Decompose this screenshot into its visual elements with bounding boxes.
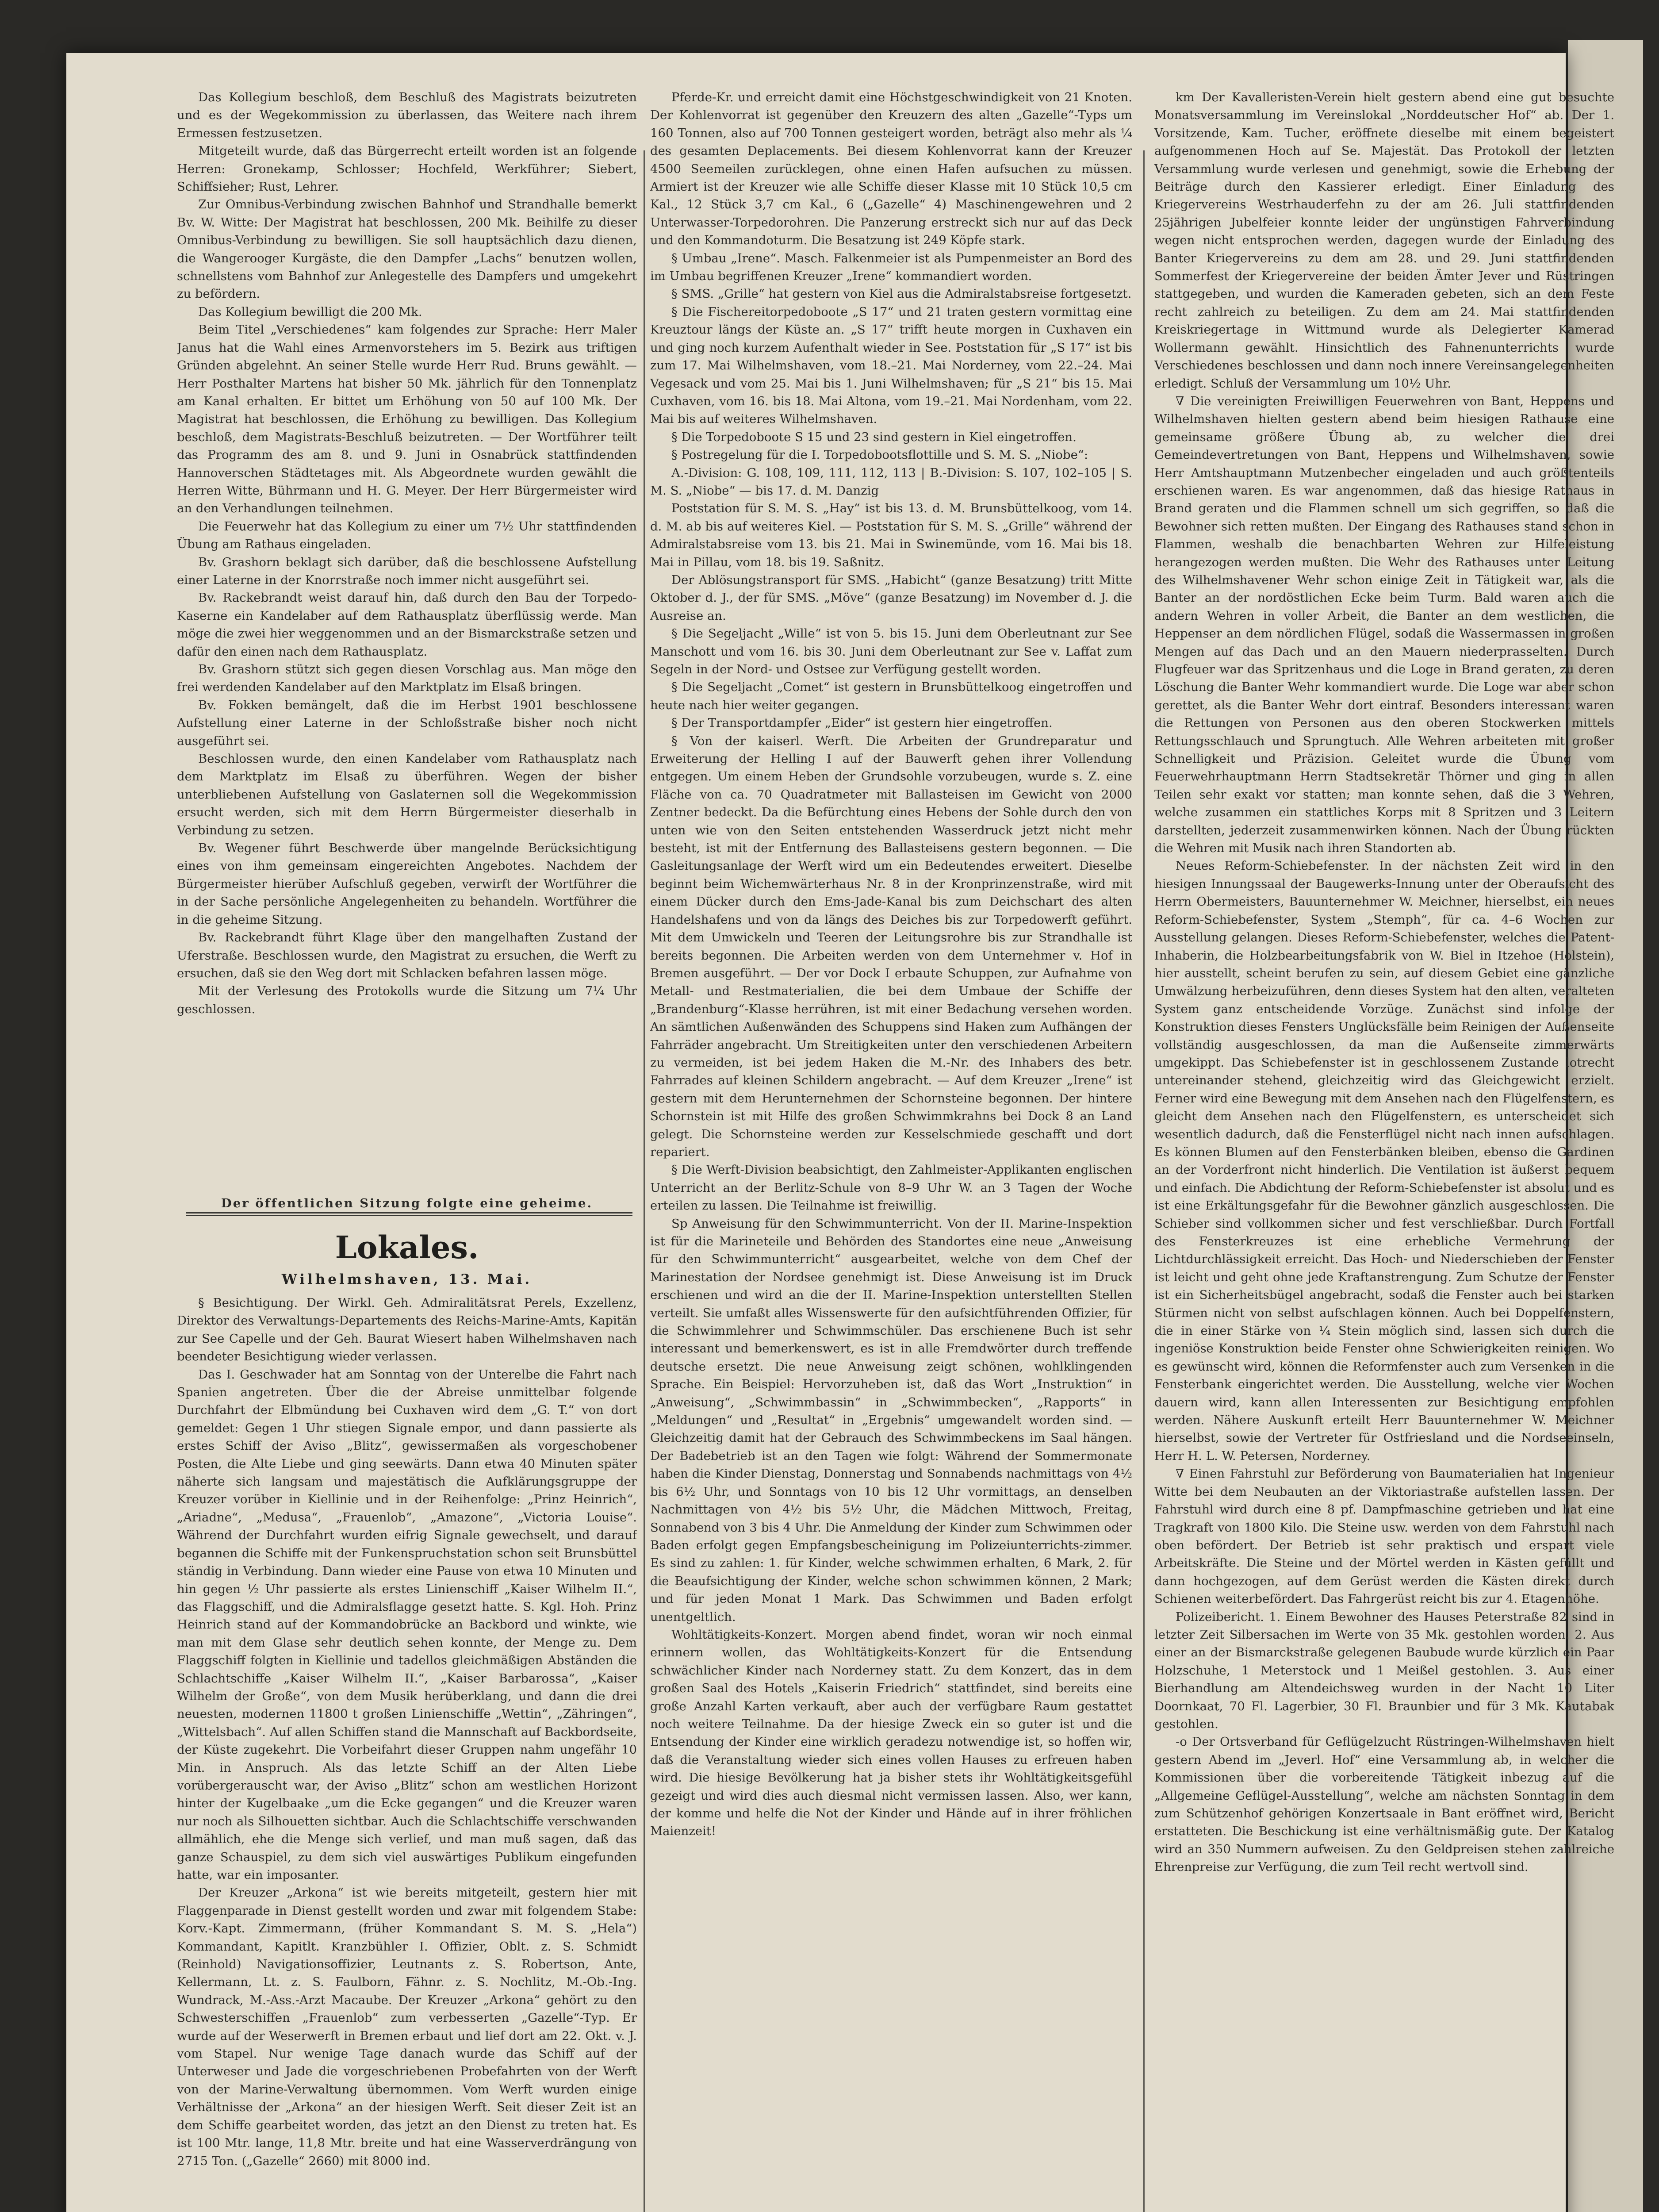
article-paragraph: A.-Division: G. 108, 109, 111, 112, 113 | B.-Division: S. 107, 102–105 | S. M. S. „Niobe“ — bis 17. d. M. Danzig <box>650 465 1132 498</box>
column-middle-text <box>650 88 1132 1840</box>
article-paragraph: § SMS. „Grille“ hat gestern von Kiel aus die Admiralstabsreise fortgesetzt. <box>671 287 1132 301</box>
article-paragraph: Das Kollegium bewilligt die 200 Mk. <box>198 304 422 319</box>
article-paragraph: Bv. Grashorn beklagt sich darüber, daß die beschlossene Aufstellung einer Laterne in der Knorrstraße noch immer nicht ausgeführt sei. <box>177 555 637 587</box>
article-paragraph: Zur Omnibus-Verbindung zwischen Bahnhof und Strandhalle bemerkt Bv. W. Witte: Der Magistrat hat beschlossen, 200 Mk. Beihilfe zu dieser Omnibus-Verbindung zu bewilligen. Sie soll hauptsächlich dazu dienen, die Wangerooger Kurgäste, die den Dampfer „Lachs“ benutzen wollen, schnellstens vom Bahnhof zur Anlegestelle des Dampfers und umgekehrt zu befördern. <box>177 197 637 301</box>
article-paragraph: Beim Titel „Verschiedenes“ kam folgendes zur Sprache: Herr Maler Janus hat die Wahl eines Armenvorstehers im 5. Bezirk aus triftigen Gründen abgelehnt. An seiner Stelle wurde Herr Rud. Bruns gewählt. — Herr Posthalter Martens hat bisher 50 Mk. jährlich für den Tonnenplatz am Kanal erhalten. Er bittet um Erhöhung von 50 auf 100 Mk. Der Magistrat hat beschlossen, die Erhöhung zu bewilligen. Das Kollegium beschloß, dem Magistrats-Beschluß beizutreten. — Der Wortführer teilt das Programm des am 8. und 9. Juni in Osnabrück stattfindenden Hannoverschen Städtetages mit. Als Abgeordnete wurden gewählt die Herren Witte, Bührmann und H. G. Meyer. Der Herr Bürgermeister wird an den Verhandlungen teilnehmen. <box>177 323 637 516</box>
section-rule-double <box>186 1215 632 1216</box>
article-paragraph: § Die Werft-Division beabsichtigt, den Zahlmeister-Applikanten englischen Unterricht an der Berlitz-Schule von 8–9 Uhr W. an 3 Tagen der Woche erteilen zu lassen. Die Teilnahme ist freiwillig. <box>650 1163 1132 1213</box>
article-paragraph: Mitgeteilt wurde, daß das Bürgerrecht erteilt worden ist an folgende Herren: Gronekamp, Schlosser; Hochfeld, Werkführer; Siebert, Schiffsieher; Rust, Lehrer. <box>177 144 637 194</box>
article-paragraph: Poststation für S. M. S. „Hay“ ist bis 13. d. M. Brunsbüttelkoog, vom 14. d. M. ab bis auf weiteres Kiel. — Poststation für S. M. S. „Grille“ während der Admiralstabsreise vom 13. bis 21. Mai in Swinemünde, vom 16. Mai bis 18. Mai in Pillau, vom 18. bis 19. Saßnitz. <box>650 501 1132 569</box>
article-paragraph: § Postregelung für die I. Torpedobootsflottille und S. M. S. „Niobe“: <box>671 448 1088 462</box>
article-paragraph: Bv. Fokken bemängelt, daß die im Herbst 1901 beschlossene Aufstellung einer Laterne in der Schloßstraße bisher noch nicht ausgeführt sei. <box>177 698 637 748</box>
article-paragraph: § Die Segeljacht „Comet“ ist gestern in Brunsbüttelkoog eingetroffen und heute nach hier weiter gegangen. <box>650 680 1132 712</box>
column-right <box>1154 88 1614 2212</box>
article-paragraph: Bv. Wegener führt Beschwerde über mangelnde Berücksichtigung eines von ihm gemeinsam eingereichten Angebotes. Nachdem der Bürgermeister hierüber Aufschluß gegeben, verwirft der Wortführer die in der Sache persönliche Angelegenheiten zu behandeln. Wortführer die in die geheime Sitzung. <box>177 841 637 927</box>
column-right-text-top <box>1154 88 1614 1876</box>
article-paragraph: -o Der Ortsverband für Geflügelzucht Rüstringen-Wilhelmshaven hielt gestern Abend im „Jeverl. Hof“ eine Versammlung ab, in welcher die Kommissionen über die vorbereitende Tätigkeit inbezug auf die „Allgemeine Geflügel-Ausstellung“, welche am nächsten Sonntag in dem zum Schützenhof gehörigen Konzertsaale in Bant eröffnet wird, Bericht erstatteten. Die Beschickung ist eine verhältnismäßig gute. Der Katalog wird an 350 Nummern aufweisen. Zu den Geldpreisen stehen zahlreiche Ehrenpreise zur Verfügung, die zum Teil recht wertvoll sind. <box>1154 1735 1614 1874</box>
article-paragraph: Das I. Geschwader hat am Sonntag von der Unterelbe die Fahrt nach Spanien angetreten. Über die der Abreise unmittelbar folgende Durchfahrt der Elbmündung bei Cuxhaven wird dem „G. T.“ von dort gemeldet: Gegen 1 Uhr stiegen Signale empor, und dann passierte als erstes Schiff der Aviso „Blitz“, gewissermaßen als vorgeschobener Posten, die Alte Liebe und ging seewärts. Dann etwa 40 Minuten später näherte sich langsam und majestätisch die Aufklärungsgruppe der Kreuzer vorüber in Kiellinie und in der Reihenfolge: „Prinz Heinrich“, „Ariadne“, „Medusa“, „Frauenlob“, „Amazone“, „Victoria Louise“. Während der Durchfahrt wurden eifrig Signale gewechselt, und darauf begannen die Schiffe mit der Funkenspruchstation schon seit Brunsbüttel ständig in Verbindung. Dann wieder eine Pause von etwa 10 Minuten und hin gegen ½ Uhr passierte als erstes Linienschiff „Kaiser Wilhelm II.“, das Flaggschiff, und die Admiralsflagge gesetzt hatte. S. Kgl. Hoh. Prinz Heinrich stand auf der Kommandobrücke an Backbord und winkte, wie man mit dem Glase sehr deutlich sehen konnte, der Menge zu. Dem Flaggschiff folgten in Kiellinie und tadellos gleichmäßigen Abständen die Schlachtschiffe „Kaiser Wilhelm II.“, „Kaiser Barbarossa“, „Kaiser Wilhelm der Große“, von dem Musik herüberklang, und dann die drei neuesten, modernen 11800 t großen Linienschiffe „Wettin“, „Zähringen“, „Wittelsbach“. Auf allen Schiffen stand die Mannschaft auf Backbordseite, der Küste zugekehrt. Die Vorbeifahrt dieser Gruppen nahm ungefähr 10 Min. in Anspruch. Als das letzte Schiff an der Alten Liebe vorübergerauscht war, der Aviso „Blitz“ schon am westlichen Horizont hinter der Kugelbaake „um die Ecke gegangen“ und die Kreuzer waren nur noch als Silhouetten sichtbar. Auch die Schlachtschiffe verschwanden allmählich, ehe die Menge sich verlief, und man muß sagen, daß das ganze Schauspiel, zu dem sich viel auswärtiges Publikum eingefunden hatte, war ein imposanter. <box>177 1367 637 1882</box>
article-paragraph: km Der Kavalleristen-Verein hielt gestern abend eine gut besuchte Monatsversammlung im Vereinslokal „Norddeutscher Hof“ ab. Der 1. Vorsitzende, Kam. Tucher, eröffnete dieselbe mit einem begeistert aufgenommenen Hoch auf Se. Majestät. Das Protokoll der letzten Versammlung wurde verlesen und genehmigt, sowie die Erhebung der Beiträge durch den Kassierer erledigt. Einer Einladung des Kriegervereins Westrhauderfehn zu der am 26. Juli stattfindenden 25jährigen Jubelfeier konnte leider der ungünstigen Fahrverbindung wegen nicht entsprochen werden, dagegen wurde der Einladung des Banter Kriegervereins zu dem am 28. und 29. Juni stattfindenden Sommerfest der Kriegervereine der beiden Ämter Jever und Rüstringen stattgegeben, und wurden die Kameraden gebeten, sich an dem Feste recht zahlreich zu beteiligen. Zu dem am 24. Mai stattfindenden Kreiskriegertage in Wittmund wurde als Delegierter Kamerad Wollermann gewählt. Hinsichtlich des Fahnenunterrichts wurde Verschiedenes beschlossen und dann noch innere Vereinsangelegenheiten erledigt. Schluß der Versammlung um 10½ Uhr. <box>1154 90 1614 391</box>
article-paragraph: Der Kreuzer „Arkona“ ist wie bereits mitgeteilt, gestern hier mit Flaggenparade in Dienst gestellt worden und zwar mit folgendem Stabe: Korv.-Kapt. Zimmermann, (früher Kommandant S. M. S. „Hela“) Kommandant, Kapitlt. Kranzbühler I. Offizier, Oblt. z. S. Schmidt (Reinhold) Navigationsoffizier, Leutnants z. S. Robertson, Ante, Kellermann, Lt. z. S. Faulborn, Fähnr. z. S. Nochlitz, M.-Ob.-Ing. Wundrack, M.-Ass.-Arzt Macaube. Der Kreuzer „Arkona“ gehört zu den Schwesterschiffen „Frauenlob“ zum verbesserten „Gazelle“-Typ. Er wurde auf der Weserwerft in Bremen erbaut und lief dort am 22. Okt. v. J. vom Stapel. Nur wenige Tage danach wurde das Schiff auf der Unterweser und Jade die vorgeschriebenen Probefahrten von der Werft von der Marine-Verwaltung übernommen. Vom Werft wurden einige Verhältnisse der „Arkona“ an der hiesigen Werft. Seit dieser Zeit ist an dem Schiffe gearbeitet worden, das jetzt an den Dienst zu treten hat. Es ist 100 Mtr. lange, 11,8 Mtr. breite und hat eine Wasserverdrängung von 2715 Ton. („Gazelle“ 2660) mit 8000 ind. <box>177 1886 637 2168</box>
article-paragraph: Der Ablösungstransport für SMS. „Habicht“ (ganze Besatzung) tritt Mitte Oktober d. J., der für SMS. „Möve“ (ganze Besatzung) im November d. J. die Ausreise an. <box>650 572 1132 623</box>
article-paragraph: ∇ Einen Fahrstuhl zur Beförderung von Baumaterialien hat Ingenieur Witte bei dem Neubauten an der Viktoriastraße aufstellen lassen. Der Fahrstuhl wird durch eine 8 pf. Dampfmaschine getrieben und hat eine Tragkraft von 1800 Kilo. Die Steine usw. werden von dem Fahrstuhl nach oben befördert. Der Betrieb ist sehr praktisch und erspart viele Arbeitskräfte. Die Steine und der Mörtel werden in Kästen gefüllt und dann hochgezogen, auf dem Gerüst werden die Kästen direkt durch Schienen weiterbefördert. Das Fahrgerüst reicht bis zur 4. Etagenhöhe. <box>1154 1467 1614 1606</box>
article-paragraph: Pferde-Kr. und erreicht damit eine Höchstgeschwindigkeit von 21 Knoten. Der Kohlenvorrat ist gegenüber den Kreuzern des alten „Gazelle“-Typs um 160 Tonnen, also auf 700 Tonnen gesteigert worden, beträgt also mehr als ¼ des gesamten Deplacements. Bei diesem Kohlenvorrat kann der Kreuzer 4500 Seemeilen zurücklegen, ohne einen Hafen aufsuchen zu müssen. Armiert ist der Kreuzer wie alle Schiffe dieser Klasse mit 10 Stück 10,5 cm Kal., 12 Stück 3,7 cm Kal., 6 („Gazelle“ 4) Maschinengewehren und 2 Unterwasser-Torpedorohren. Die Panzerung erstreckt sich nur auf das Deck und den Kommandoturm. Die Besatzung ist 249 Köpfe stark. <box>650 90 1132 248</box>
article-paragraph: § Von der kaiserl. Werft. Die Arbeiten der Grundreparatur und Erweiterung der Helling I auf der Bauwerft gehen ihrer Vollendung entgegen. Um einem Heben der Grundsohle vorzubeugen, wurde s. Z. eine Fläche von ca. 70 Quadratmeter mit Ballasteisen im Gewicht von 2000 Zentner bedeckt. Da die Befürchtung eines Hebens der Sohle durch den von unten wie von den Seiten entstehenden Wasserdruck jetzt nicht mehr besteht, ist mit der Entfernung des Ballasteisens gestern begonnen. — Die Gasleitungsanlage der Werft wird um ein Bedeutendes erweitert. Dieselbe beginnt beim Wichemwärterhaus Nr. 8 in der Kronprinzenstraße, wird mit einem Dücker durch den Ems-Jade-Kanal bis zum Deichschart des alten Handelshafens und von da längs des Deiches bis zur Torpedowerft geführt. Mit dem Umwickeln und Teeren der Leitungsrohre bis zur Strandhalle ist bereits begonnen. Die Arbeiten werden von dem Unternehmer v. Hof in Bremen ausgeführt. — Der vor Dock I erbaute Schuppen, zur Aufnahme von Metall- und Restmaterialien, die bei dem Umbaue der Schiffe der „Brandenburg“-Klasse herrühren, ist mit einer Bedachung versehen worden. An sämtlichen Außenwänden des Schuppens sind Haken zum Aufhängen der Fahrräder angebracht. Um Streitigkeiten unter den verschiedenen Arbeitern zu vermeiden, ist bei jedem Haken die M.-Nr. des Inhabers des betr. Fahrrades auf kleinen Schildern angebracht. — Auf dem Kreuzer „Irene“ ist gestern mit dem Herunternehmen der Schornsteine begonnen. Der hintere Schornstein ist mit Hilfe des großen Schwimmkrahns bei Dock 8 an Land gelegt. Die Schornsteine werden zur Kesselschmiede geschafft und dort repariert. <box>650 733 1132 1159</box>
article-paragraph: § Der Transportdampfer „Eider“ ist gestern hier eingetroffen. <box>671 716 1053 730</box>
article-paragraph: Neues Reform-Schiebefenster. In der nächsten Zeit wird in den hiesigen Innungssaal der Baugewerks-Innung unter der Oberaufsicht des Herrn Obermeisters, Bauunternehmer W. Meichner, hierselbst, ein neues Reform-Schiebefenster, System „Stemph“, für ca. 4–6 Wochen zur Ausstellung gelangen. Dieses Reform-Schiebefenster, welches die Patent-Inhaberin, die Holzbearbeitungsfabrik von W. Biel in Itzehoe (Holstein), hier ausstellt, scheint berufen zu sein, auf diesem Gebiet eine gänzliche Umwälzung herbeizuführen, denn dieses System hat den alten, veralteten System ganz entscheidende Vorzüge. Zunächst sind infolge der Konstruktion dieses Fensters Unglücksfälle beim Reinigen der Außenseite vollständig ausgeschlossen, da man die Außenseite zimmerwärts umgekippt. Das Schiebefenster ist in geschlossenem Zustande lotrecht untereinander stehend, gleichzeitig wird das Gleichgewicht erzielt. Ferner wird eine Bewegung mit dem Ansehen nach den Flügelfenstern, es gleicht dem Ansehen nach den Flügelfenstern, es unterscheidet sich wesentlich dadurch, daß die Fensterflügel nicht nach innen aufschlagen. Es können Blumen auf den Fensterbänken bleiben, ebenso die Gardinen an der Vorderfront nicht hinderlich. Die Ventilation ist äußerst bequem und einfach. Die Abdichtung der Reform-Schiebefenster ist absolut und es ist eine Erkältungsgefahr für die Bewohner gänzlich ausgeschlossen. Die Schieber sind vollkommen sicher und fest verschließbar. Durch Fortfall des Fensterkreuzes ist eine erhebliche Vermehrung der Lichtdurchlässigkeit erreicht. Das Hoch- und Niederschieben der Fenster ist leicht und geht ohne jede Kraftanstrengung. Zum Schutze der Fenster ist ein Sicherheitsbügel angebracht, sodaß die Fenster auch bei starken Stürmen nicht von selbst aufschlagen können. Auch bei Doppelfenstern, die in einer Stärke von ¼ Stein möglich sind, lassen sich durch die ingeniöse Konstruktion beide Fenster ohne Schwierigkeiten reinigen. Wo es gewünscht wird, können die Reformfenster auch zum Versenken in die Fensterbank eingerichtet werden. Die Ausstellung, welche vier Wochen dauern wird, kann allen Interessenten zur Besichtigung empfohlen werden. Nähere Auskunft erteilt Herr Bauunternehmer W. Meichner hierselbst, sowie der Vertreter für Ostfriesland und die Nordseeinseln, Herr H. L. W. Petersen, Norderney. <box>1154 859 1614 1463</box>
article-paragraph: Sp Anweisung für den Schwimmunterricht. Von der II. Marine-Inspektion ist für die Marineteile und Behörden des Standortes eine neue „Anweisung für den Schwimmunterricht“ ausgearbeitet, welche von dem Chef der Marinestation der Nordsee genehmigt ist. Diese Anweisung ist im Druck erschienen und wird an die der II. Marine-Inspektion unterstellten Stellen verteilt. Sie umfaßt alles Wissenswerte für den aufsichtführenden Offizier, für die Schwimmlehrer und Schwimmschüler. Das erschienene Buch ist sehr interessant und bemerkenswert, es ist in alle Fremdwörter durch treffende deutsche ersetzt. Die neue Anweisung zeigt schönen, wohlklingenden Sprache. Ein Beispiel: Hervorzuheben ist, daß das Wort „Instruktion“ in „Anweisung“, „Schwimmbassin“ in „Schwimmbecken“, „Rapports“ in „Meldungen“ und „Resultat“ in „Ergebnis“ umgewandelt worden sind. — Gleichzeitig damit hat der Gebrauch des Schwimmbeckens im Saal hängen. Der Badebetrieb ist an den Tagen wie folgt: Während der Sommermonate haben die Kinder Dienstag, Donnerstag und Sonnabends nachmittags von 4½ bis 6½ Uhr, und Sonntags von 10 bis 12 Uhr vormittags, an denselben Nachmittagen von 4½ bis 5½ Uhr, die Mädchen Mittwoch, Freitag, Sonnabend von 3 bis 4 Uhr. Die Anmeldung der Kinder zum Schwimmen oder Baden erfolgt gegen Empfangsbescheinigung im Polizeiunterrichts-zimmer. Es sind zu zahlen: 1. für Kinder, welche schwimmen erhalten, 6 Mark, 2. für die Beaufsichtigung der Kinder, welche schon schwimmen können, 2 Mark; und für jeden Monat 1 Mark. Das Schwimmen und Baden erfolgt unentgeltlich. <box>650 1216 1132 1624</box>
article-paragraph: Polizeibericht. 1. Einem Bewohner des Hauses Peterstraße 82 sind in letzter Zeit Silbersachen im Werte von 35 Mk. gestohlen worden. 2. Aus einer an der Bismarckstraße gelegenen Baubude wurde kürzlich ein Paar Holzschuhe, 1 Meterstock und 1 Meißel gestohlen. 3. Aus einer Bierhandlung am Altendeichsweg wurden in der Nacht 10 Liter Doornkaat, 70 Fl. Lagerbier, 30 Fl. Braunbier und für 3 Mk. Kautabak gestohlen. <box>1154 1609 1614 1731</box>
section-title: Lokales. <box>335 1229 479 1266</box>
article-paragraph: § Die Torpedoboote S 15 und 23 sind gestern in Kiel eingetroffen. <box>671 430 1077 444</box>
column-rule-right <box>1143 150 1145 2212</box>
column-left-text-bottom <box>177 1294 637 2170</box>
article-paragraph: Bv. Rackebrandt führt Klage über den mangelhaften Zustand der Uferstraße. Beschlossen wurde, den Magistrat zu ersuchen, die Werft zu ersuchen, daß sie den Weg dort mit Schlacken befahren lassen möge. <box>177 930 637 980</box>
closing-line: Der öffentlichen Sitzung folgte eine geheime. <box>221 1196 593 1210</box>
article-paragraph: Die Feuerwehr hat das Kollegium zu einer um 7½ Uhr stattfindenden Übung am Rathaus eingeladen. <box>177 519 637 552</box>
dateline: Wilhelmshaven, 13. Mai. <box>281 1271 533 1287</box>
article-paragraph: § Besichtigung. Der Wirkl. Geh. Admiralitätsrat Perels, Exzellenz, Direktor des Verwaltungs-Departements des Reichs-Marine-Amts, Kapitän zur See Capelle und der Geh. Baurat Wiesert haben Wilhelmshaven nach beendeter Besichtigung wieder verlassen. <box>177 1296 637 1364</box>
article-paragraph: Mit der Verlesung des Protokolls wurde die Sitzung um 7¼ Uhr geschlossen. <box>177 984 637 1016</box>
column-left-lower <box>177 1294 637 2212</box>
article-paragraph: § Die Segeljacht „Wille“ ist von 5. bis 15. Juni dem Oberleutnant zur See Manschott und vom 16. bis 30. Juni dem Oberleutnant zur See v. Laffat zum Segeln in der Nord- und Ostsee zur Verfügung gestellt worden. <box>650 626 1132 676</box>
article-paragraph: Bv. Rackebrandt weist darauf hin, daß durch den Bau der Torpedo-Kaserne ein Kandelaber auf dem Rathausplatz überflüssig werde. Man möge die zwei hier weggenommen und an der Bismarckstraße setzen und dafür den einen nach dem Rathausplatz. <box>177 591 637 659</box>
article-paragraph: § Die Fischereitorpedoboote „S 17“ und 21 traten gestern vormittag eine Kreuztour längs der Küste an. „S 17“ trifft heute morgen in Cuxhaven ein und ging noch kurzem Aufenthalt wieder in See. Poststation für „S 17“ ist bis zum 17. Mai Wilhelmshaven, vom 18.–21. Mai Norderney, vom 22.–24. Mai Vegesack und vom 25. Mai bis 1. Juni Wilhelmshaven; für „S 21“ bis 15. Mai Cuxhaven, vom 16. bis 18. Mai Altona, vom 19.–21. Mai Nordenham, vom 22. Mai bis auf weiteres Wilhelmshaven. <box>650 304 1132 426</box>
column-middle <box>650 88 1132 2212</box>
section-rule <box>186 1212 632 1214</box>
column-left <box>177 88 637 1283</box>
article-paragraph: Das Kollegium beschloß, dem Beschluß des Magistrats beizutreten und es der Wegekommission zu überlassen, das Weitere nach ihrem Ermessen festzusetzen. <box>177 90 637 140</box>
column-left-text-top <box>177 88 637 1018</box>
article-paragraph: Beschlossen wurde, den einen Kandelaber vom Rathausplatz nach dem Marktplatz im Elsaß zu überführen. Wegen der bisher unterbliebenen Aufstellung von Gaslaternen soll die Wegekommission ersucht werden, sich mit dem Herrn Bürgermeister dieserhalb in Verbindung zu setzen. <box>177 752 637 837</box>
column-rule-left <box>644 150 645 2212</box>
article-paragraph: Wohltätigkeits-Konzert. Morgen abend findet, woran wir noch einmal erinnern wollen, das Wohltätigkeits-Konzert für die Entsendung schwächlicher Kinder nach Norderney statt. Zu dem Konzert, das in dem großen Saal des Hotels „Kaiserin Friedrich“ stattfindet, sind bereits eine große Anzahl Karten verkauft, aber auch der verfügbare Raum gestattet noch weitere Teilnahme. Da der hiesige Zweck ein so guter ist und die Entsendung der Kinder eine wirklich geradezu notwendige ist, so hoffen wir, daß die Veranstaltung wieder sich eines vollen Hauses zu erfreuen haben wird. Die hiesige Bevölkerung hat ja bisher stets ihr Wohltätigkeitsgefühl gezeigt und wird dies auch diesmal nicht vermissen lassen. Also, wer kann, der komme und helfe die Not der Kinder und Hände auf in ihrer fröhlichen Maienzeit! <box>650 1627 1132 1839</box>
article-paragraph: ∇ Die vereinigten Freiwilligen Feuerwehren von Bant, Heppens und Wilhelmshaven hielten gestern abend beim hiesigen Rathause eine gemeinsame größere Übung ab, zu welcher die drei Gemeindevertretungen von Bant, Heppens und Wilhelmshaven, sowie Herr Amtshauptmann Mutzenbecher eingeladen und auch größtenteils erschienen waren. Es war angenommen, daß das hiesige Rathaus in Brand geraten und die Flammen schnell um sich gegriffen, so daß die Bewohner sich retten mußten. Der Eingang des Rathauses stand schon in Flammen, weshalb die benachbarten Wehren zur Hilfeleistung herangezogen werden mußten. Die Wehr des Rathauses unter Leitung des Wilhelmshavener Wehr schon einige Zeit in Tätigkeit war, als die Banter an der nordöstlichen Ecke beim Turm. Bald waren auch die andern Wehren in voller Arbeit, die Banter an dem westlichen, die Heppenser an dem nördlichen Flügel, sodaß die Wassermassen in großen Mengen auf das Dach und an den Mauern niederprasselten. Durch Flugfeuer war das Spritzenhaus und die Loge in Brand geraten, zu deren Löschung die Banter Wehr kommandiert wurde. Die Loge war aber schon gerettet, als die Banter Wehr dort eintraf. Besonders interessant waren die Rettungen von Personen aus den oberen Stockwerken mittels Rettungsschlauch und Sprungtuch. Alle Wehren arbeiteten mit großer Schnelligkeit und Präzision. Geleitet wurde die Übung vom Feuerwehrhauptmann Herrn Stadtsekretär Thörner und ging in allen Teilen sehr exakt vor statten; man konnte sehen, daß die 3 Wehren, welche zusammen ein stattliches Korps mit 8 Spritzen und 3 Leitern darstellten, jederzeit zusammenwirken können. Nach der Übung rückten die Wehren mit Musik nach ihren Standorten ab. <box>1154 394 1614 856</box>
article-paragraph: Bv. Grashorn stützt sich gegen diesen Vorschlag aus. Man möge den frei werdenden Kandelaber auf den Marktplatz im Elsaß bringen. <box>177 662 637 695</box>
article-paragraph: § Umbau „Irene“. Masch. Falkenmeier ist als Pumpenmeister an Bord des im Umbau begriffenen Kreuzer „Irene“ kommandiert worden. <box>650 251 1132 284</box>
